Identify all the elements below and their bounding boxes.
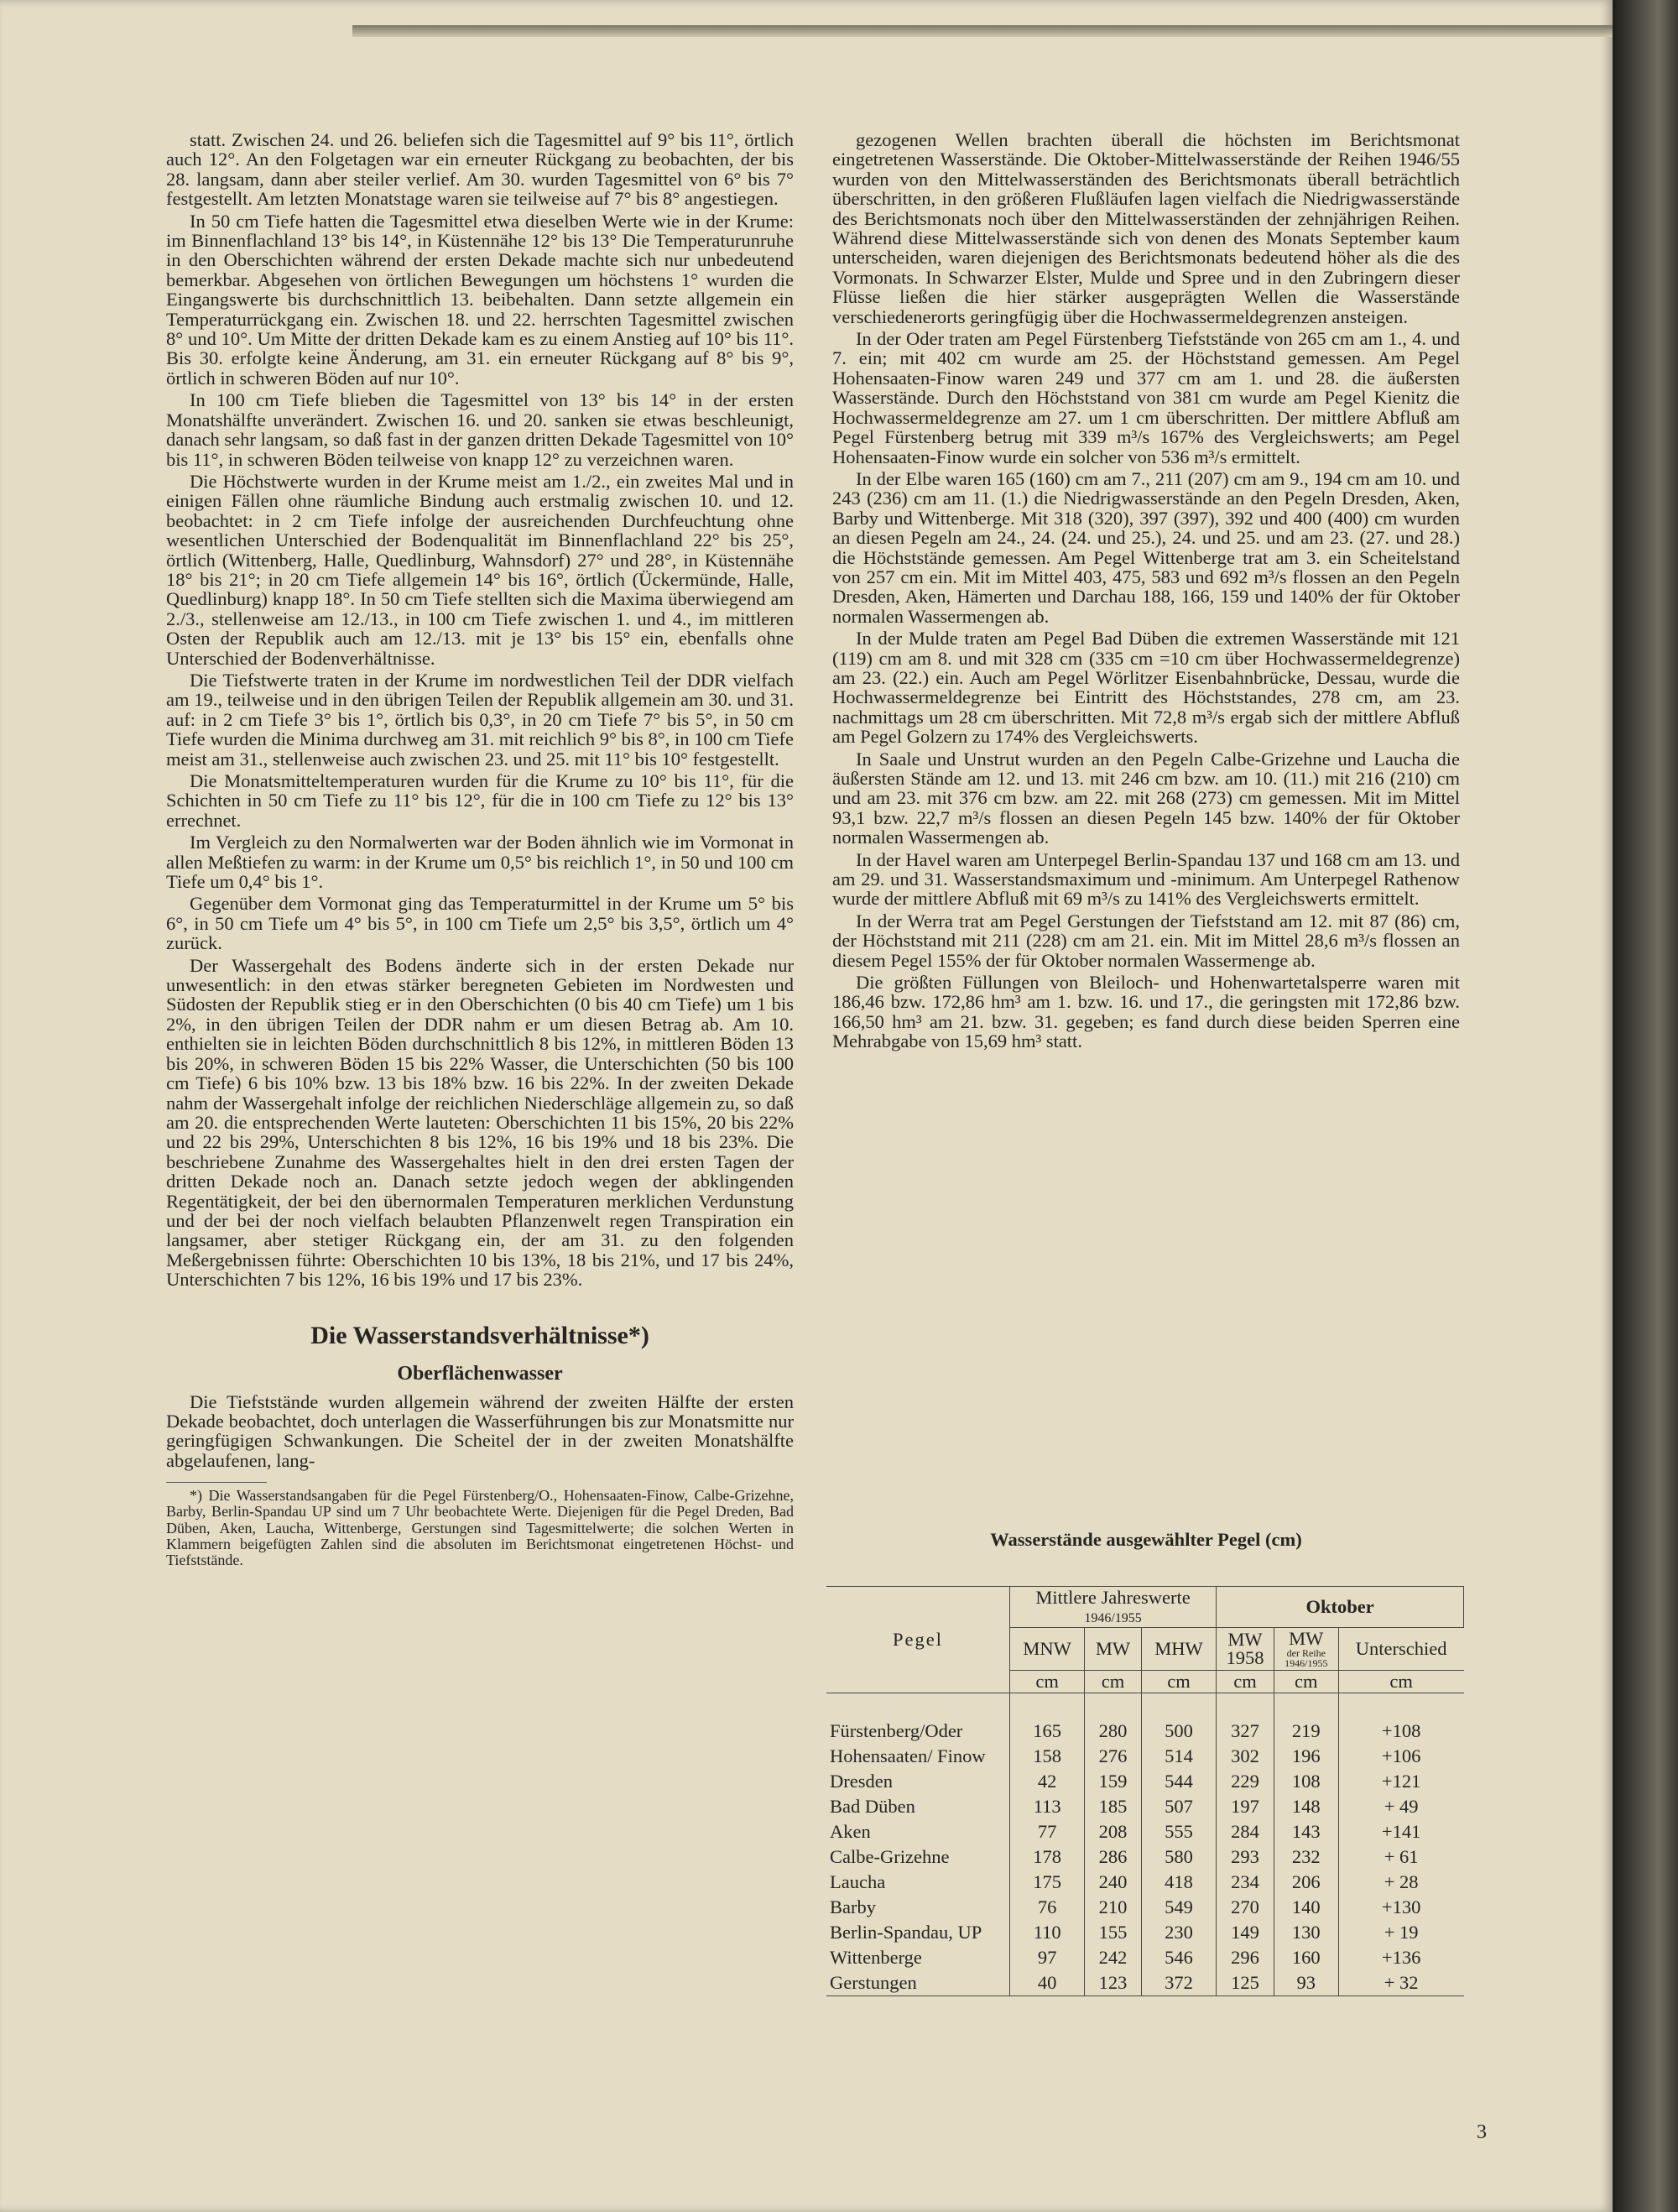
right-column: [832, 130, 1460, 1051]
paragraph: In der Werra trat am Pegel Gerstungen der Tiefststand am 12. mit 87 (86) cm, der Höchststand mit 211 (228) cm am 21. ein. Mit im Mittel 28,6 m³/s flossen an diesem Pegel 155% der für Oktober normalen Wassermenge ab.: [832, 910, 1460, 971]
paragraph: Die größten Füllungen von Bleiloch- und Hohenwartetalsperre waren mit 186,46 bzw. 172,86 hm³ am 1. bzw. 16. und 17., die geringsten mit 172,86 bzw. 166,50 hm³ am 21. bzw. 31. gegeben; es fand durch diese beiden Sperren eine Mehrabgabe von 15,69 hm³ statt.: [832, 972, 1460, 1052]
table-row: Fürstenberg/Oder 165 280 500 327 219 +108: [826, 1719, 1464, 1744]
left-column: [166, 130, 794, 1568]
paragraph: In Saale und Unstrut wurden an den Pegeln Calbe-Grizehne und Laucha die äußersten Stände am 12. und 13. mit 246 cm bzw. am 10. (11.) mit 216 (210) cm und am 23. mit 376 cm bzw. am 22. mit 268 (273) cm gemessen. Mit im Mittel 93,1 bzw. 22,7 m³/s flossen an diesen Pegeln 145 bzw. 140% der für Oktober normalen Wassermengen ab.: [832, 748, 1460, 848]
col-header-unterschied: Unterschied: [1338, 1628, 1463, 1671]
unit-cell: cm: [1141, 1671, 1216, 1693]
water-level-table: [826, 1586, 1464, 1996]
col-header-pegel: Pegel: [826, 1587, 1010, 1693]
table-row: Bad Düben 113 185 507 197 148 + 49: [826, 1794, 1464, 1819]
paragraph: gezogenen Wellen brachten überall die höchsten im Berichtsmonat eingetretenen Wasserstände. Die Oktober-Mittelwasserstände der Reihen 1946/55 wurden von den Mittelwasserständen des Berichtsmonats überall beträchtlich überschritten, in den größeren Flußläufen lagen vielfach die Niedrigwasserstände des Berichtsmonats noch über den Mittelwasserständen der zehnjährigen Reihen. Während diese Mittelwasserstände sich von denen des Monats September kaum unterscheiden, waren diejenigen des Berichtsmonats bedeutend höher als die des Vormonats. In Schwarzer Elster, Mulde und Spree und in den Zubringern dieser Flüsse ließen die hier stärker ausgeprägten Wellen die Wasserstände verschiedenerorts geringfügig über die Hochwassermeldegrenzen ansteigen.: [832, 129, 1460, 327]
paragraph: Die Höchstwerte wurden in der Krume meist am 1./2., ein zweites Mal und in einigen Fällen ohne räumliche Bindung auch erstmalig zwischen 10. und 12. beobachtet: in 2 cm Tiefe infolge der ausreichenden Durchfeuchtung ohne wesentlichen Unterschied der Bodenqualität im Binnenflachland 22° bis 25°, örtlich (Wittenberg, Halle, Quedlinburg, Wahnsdorf) 27° und 28°, in Küstennähe 18° bis 21°; in 20 cm Tiefe allgemein 14° bis 16°, örtlich (Ückermünde, Halle, Quedlinburg) knapp 18°. In 50 cm Tiefe stellten sich die Maxima überwiegend am 2./3., stellenweise am 12./13., in 100 cm Tiefe zwischen 1. und 4., im mittleren Osten der Republik auch am 12./13. mit je 13° bis 15° ein, ebenfalls ohne Unterschied der Bodenverhältnisse.: [166, 470, 794, 669]
page-top-edge: [352, 25, 1613, 37]
unit-cell: cm: [1274, 1671, 1338, 1693]
unit-cell: cm: [1010, 1671, 1085, 1693]
unit-cell: cm: [1338, 1671, 1463, 1693]
table-title: Wasserstände ausgewählter Pegel (cm): [990, 1529, 1302, 1550]
col-header-mnw: MNW: [1010, 1628, 1085, 1671]
page-number: 3: [1477, 2121, 1487, 2143]
table-row: Wittenberge 97 242 546 296 160 +136: [826, 1945, 1464, 1970]
col-group-mittlere-jahreswerte: Mittlere Jahreswerte 1946/1955: [1010, 1587, 1217, 1628]
col-group-oktober: Oktober: [1217, 1587, 1464, 1628]
col-header-mw: MW: [1085, 1628, 1141, 1671]
paragraph: Gegenüber dem Vormonat ging das Temperaturmittel in der Krume um 5° bis 6°, in 50 cm Tiefe um 4° bis 5°, in 100 cm Tiefe um 2,5° bis 3,5°, örtlich um 4° zurück.: [166, 893, 794, 954]
table-row: Calbe-Grizehne 178 286 580 293 232 + 61: [826, 1844, 1464, 1870]
table-row: Gerstungen 40 123 372 125 93 + 32: [826, 1970, 1464, 1996]
col-header-mhw: MHW: [1141, 1628, 1216, 1671]
section-heading: Die Wasserstandsverhältnisse*): [310, 1321, 649, 1349]
paragraph: In der Havel waren am Unterpegel Berlin-Spandau 137 und 168 cm am 13. und am 29. und 31. Wasserstandsmaximum und -minimum. Am Unterpegel Rathenow wurde der mittlere Abfluß mit 69 m³/s zu 141% des Vergleichswerts ermittelt.: [832, 848, 1460, 910]
table-row: Hohensaaten/ Finow 158 276 514 302 196 +106: [826, 1744, 1464, 1769]
col-header-mw-reihe: MW der Reihe 1946/1955: [1274, 1628, 1338, 1671]
paragraph: statt. Zwischen 24. und 26. beliefen sich die Tagesmittel auf 9° bis 11°, örtlich auch 12°. An den Folgetagen war ein erneuter Rückgang zu beobachten, der bis 28. langsam, dann aber steiler verlief. Am 30. wurden Tagesmittel von 6° bis 7° festgestellt. Am letzten Monatstage waren sie teilweise auf 7° bis 8° angestiegen.: [166, 129, 794, 210]
paragraph: In 50 cm Tiefe hatten die Tagesmittel etwa dieselben Werte wie in der Krume: im Binnenflachland 13° bis 14°, in Küstennähe 12° bis 13° Die Temperaturunruhe in den Oberschichten während der ersten Dekade machte sich nur unbedeutend bemerkbar. Abgesehen von örtlichen Bewegungen um höchstens 1° wurden die Eingangswerte bis durchschnittlich 13. beibehalten. Dann setzte allgemein ein Temperaturrückgang ein. Zwischen 18. und 22. herrschten Tagesmittel zwischen 8° und 10°. Um Mitte der dritten Dekade kam es zu einem Anstieg auf 10° bis 11°. Bis 30. erfolgte keine Änderung, am 31. ein erneuter Rückgang auf 8° bis 9°, örtlich in schweren Böden auf nur 10°.: [166, 210, 794, 389]
paragraph: In 100 cm Tiefe blieben die Tagesmittel von 13° bis 14° in der ersten Monatshälfte unverändert. Zwischen 16. und 20. sanken sie etwas beschleunigt, danach sehr langsam, so daß fast in der ganzen dritten Dekade Tagesmittel von 10° bis 11°, in schweren Böden teilweise von knapp 12° zu verzeichnen waren.: [166, 389, 794, 470]
paragraph: Die Tiefststände wurden allgemein während der zweiten Hälfte der ersten Dekade beobachtet, doch unterlagen die Wasserführungen bis zur Monatsmitte nur geringfügigen Schwankungen. Die Scheitel der in der zweiten Monatshälfte abgelaufenen, lang-: [166, 1390, 794, 1471]
table-row: Berlin-Spandau, UP 110 155 230 149 130 + 19: [826, 1920, 1464, 1945]
paragraph: Die Monatsmitteltemperaturen wurden für die Krume zu 10° bis 11°, für die Schichten in 50 cm Tiefe zu 11° bis 12°, für die in 100 cm Tiefe zu 12° bis 13° errechnet.: [166, 770, 794, 831]
unit-cell: cm: [1085, 1671, 1141, 1693]
col-header-mw-1958: MW 1958: [1217, 1628, 1274, 1671]
table-spacer-row: [826, 1693, 1464, 1719]
unit-cell: cm: [1217, 1671, 1274, 1693]
paragraph: In der Oder traten am Pegel Fürstenberg Tiefststände von 265 cm am 1., 4. und 7. ein; mit 402 cm wurde am 25. der Höchststand gemessen. Am Pegel Hohensaaten-Finow waren 249 und 377 cm am 1. und 28. die äußersten Wasserstände. Durch den Höchststand von 381 cm wurde am Pegel Kienitz die Hochwassermeldegrenze am 27. um 1 cm überschritten. Der mittlere Abfluß am Pegel Fürstenberg betrug mit 339 m³/s 167% des Vergleichswerts; am Pegel Hohensaaten-Finow wurde ein solcher von 536 m³/s ermittelt.: [832, 328, 1460, 467]
footnote-rule: [166, 1482, 267, 1483]
footnote: *) Die Wasserstandsangaben für die Pegel Fürstenberg/O., Hohensaaten-Finow, Calbe-Grizehne, Barby, Berlin-Spandau UP sind um 7 Uhr beobachtete Werte. Diejenigen für die Pegel Dreden, Bad Düben, Aken, Laucha, Wittenberge, Gerstungen sind Tagesmittelwerte; die solchen Werten in Klammern beigefügten Zahlen sind die absoluten im Berichtsmonat eingetretenen Höchst- und Tiefststände.: [166, 1487, 794, 1568]
paragraph: Der Wassergehalt des Bodens änderte sich in der ersten Dekade nur unwesentlich: in den etwas stärker beregneten Gebieten im Nordwesten und Südosten der Republik stieg er in den Oberschichten (0 bis 40 cm Tiefe) um 1 bis 2%, in den übrigen Teilen der DDR nahm er um diesen Betrag ab. Am 10. enthielten sie in leichten Böden durchschnittlich 8 bis 12%, in mittleren Böden 13 bis 20%, in schweren Böden 15 bis 22% Wasser, die Unterschichten (50 bis 100 cm Tiefe) 6 bis 10% bzw. 13 bis 18% bzw. 16 bis 22%. In der zweiten Dekade nahm der Wassergehalt infolge der reichlichen Niederschläge allgemein zu, so daß am 20. die entsprechenden Werte lauteten: Oberschichten 11 bis 15%, 20 bis 22% und 22 bis 29%, Unterschichten 8 bis 12%, 16 bis 19% und 18 bis 23%. Die beschriebene Zunahme des Wassergehaltes hielt in den drei ersten Tagen der dritten Dekade noch an. Danach setzte jedoch wegen der abklingenden Regentätigkeit, der bei den übernormalen Temperaturen merklichen Verdunstung und der bei der noch vielfach belaubten Pflanzenwelt regen Transpiration ein langsamer, aber stetiger Rückgang ein, der am 31. zu den folgenden Meßergebnissen führte: Oberschichten 10 bis 13%, 18 bis 21%, und 17 bis 24%, Unterschichten 7 bis 12%, 16 bis 19% und 17 bis 23%.: [166, 954, 794, 1291]
book-binding: [1613, 0, 1678, 2212]
paragraph: Im Vergleich zu den Normalwerten war der Boden ähnlich wie im Vormonat in allen Meßtiefen zu warm: in der Krume um 0,5° bis reichlich 1°, in 50 und 100 cm Tiefe um 0,4° bis 1°.: [166, 832, 794, 893]
table-row: Laucha 175 240 418 234 206 + 28: [826, 1870, 1464, 1895]
paragraph: In der Elbe waren 165 (160) cm am 7., 211 (207) cm am 9., 194 cm am 10. und 243 (236) cm am 11. (1.) die Niedrigwasserstände an den Pegeln Dresden, Aken, Barby und Wittenberge. Mit 318 (320), 397 (397), 392 und 400 (400) cm wurden an diesen Pegeln am 24., 24. (24. und 25.), 24. und 25. und am 23. (27. und 28.) die Höchststände gemessen. Am Pegel Wittenberge trat am 3. ein Scheitelstand von 257 cm ein. Mit im Mittel 403, 475, 583 und 692 m³/s flossen an den Pegeln Dresden, Aken, Hämerten und Darchau 188, 166, 159 und 140% der für Oktober normalen Wassermengen ab.: [832, 467, 1460, 627]
table-row: Aken 77 208 555 284 143 +141: [826, 1819, 1464, 1844]
paragraph: In der Mulde traten am Pegel Bad Düben die extremen Wasserstände mit 121 (119) cm am 8. und mit 328 cm (335 cm =10 cm über Hochwassermeldegrenze) am 23. (22.) ein. Auch am Pegel Wörlitzer Eisenbahnbrücke, Dessau, wurde die Hochwassermeldegrenze bei Eintritt des Höchststandes, 278 cm, am 23. nachmittags um 28 cm überschritten. Mit 72,8 m³/s ergab sich der mittlere Abfluß am Pegel Golzern zu 174% des Vergleichswerts.: [832, 628, 1460, 748]
table-row: Barby 76 210 549 270 140 +130: [826, 1895, 1464, 1920]
paragraph: Die Tiefstwerte traten in der Krume im nordwestlichen Teil der DDR vielfach am 19., teilweise und in den übrigen Teilen der Republik allgemein am 30. und 31. auf: in 2 cm Tiefe 3° bis 1°, örtlich bis 0,3°, in 20 cm Tiefe 7° bis 5°, in 50 cm Tiefe wurden die Minima durchweg am 31. mit reichlich 9° bis 8°, in 100 cm Tiefe meist am 31., stellenweise auch zwischen 23. und 25. mit 11° bis 10° festgestellt.: [166, 669, 794, 770]
table-row: Dresden 42 159 544 229 108 +121: [826, 1769, 1464, 1794]
section-subheading: Oberflächenwasser: [397, 1362, 563, 1385]
